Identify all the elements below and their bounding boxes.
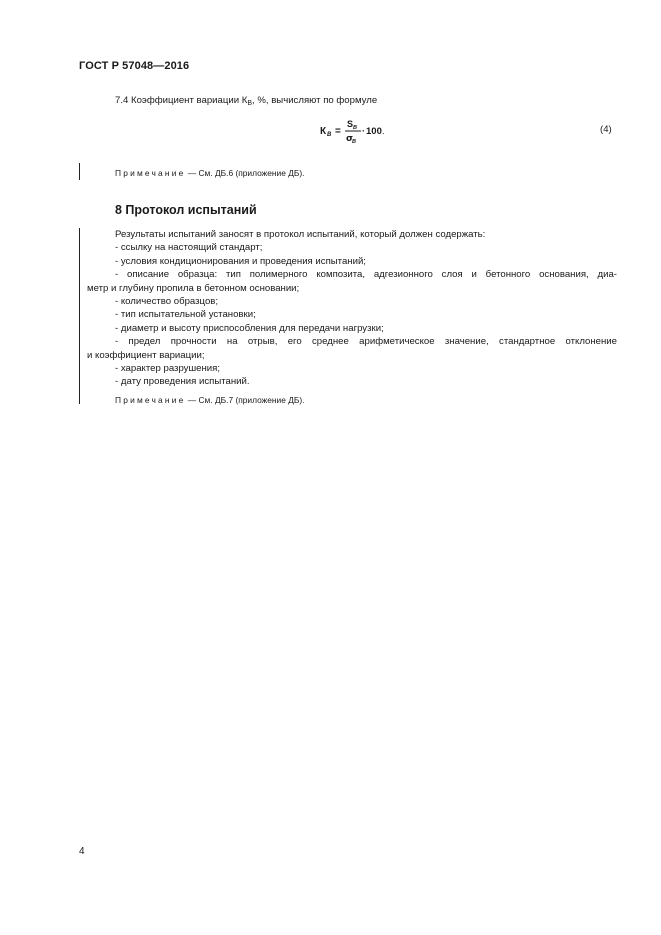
- list-item-continuation: метр и глубину пропила в бетонном основании;: [87, 282, 300, 294]
- note-text: — См. ДБ.7 (приложение ДБ).: [185, 395, 305, 405]
- formula-denominator: σ: [346, 134, 354, 144]
- formula-number: (4): [600, 124, 612, 135]
- svg-text:.: .: [382, 126, 385, 136]
- clause-7-4: [115, 95, 377, 110]
- clause-subscript: В: [247, 100, 253, 107]
- note-text: — См. ДБ.6 (приложение ДБ).: [185, 168, 305, 178]
- clause-text-after: , %, вычисляют по формуле: [252, 95, 378, 106]
- note-label: Примечание: [115, 168, 186, 178]
- list-item: - количество образцов;: [115, 296, 219, 308]
- formula-multiplier: 100: [366, 126, 382, 137]
- formula-numerator: S: [347, 119, 354, 129]
- change-bar: [79, 163, 80, 180]
- list-item: - дату проведения испытаний.: [115, 376, 250, 388]
- list-item: - ссылку на настоящий стандарт;: [115, 242, 263, 254]
- formula-numerator-sub: B: [353, 125, 357, 131]
- list-item: - тип испытательной установки;: [115, 309, 256, 321]
- formula-lhs-sub: В: [327, 132, 332, 138]
- formula-lhs: К: [320, 126, 327, 137]
- list-item: - описание образца: тип полимерного композита, адгезионного слоя и бетонного основания, диа-: [115, 269, 617, 281]
- section-body: [87, 228, 617, 389]
- section-title: 8 Протокол испытаний: [115, 203, 257, 217]
- formula-4: [318, 116, 398, 146]
- list-item-continuation: и коэффициент вариации;: [87, 349, 205, 361]
- change-bar: [79, 228, 80, 404]
- list-item: - условия кондиционирования и проведения испытаний;: [115, 255, 366, 267]
- svg-text:=: =: [335, 126, 341, 137]
- page-number: 4: [79, 846, 85, 857]
- section-intro: Результаты испытаний заносят в протокол испытаний, который должен содержать:: [115, 229, 486, 240]
- formula-denominator-sub: B: [352, 139, 356, 145]
- document-header: ГОСТ Р 57048—2016: [79, 60, 190, 72]
- list-item: - диаметр и высоту приспособления для передачи нагрузки;: [115, 322, 384, 334]
- note-label: Примечание: [115, 395, 186, 405]
- clause-text-before: 7.4 Коэффициент вариации К: [115, 95, 248, 106]
- list-item: - характер разрушения;: [115, 363, 221, 375]
- list-item: - предел прочности на отрыв, его среднее арифметическое значение, стандартное отклонение: [115, 336, 617, 348]
- note-1: [115, 167, 305, 179]
- svg-text:·: ·: [362, 126, 365, 136]
- note-2: [115, 394, 305, 406]
